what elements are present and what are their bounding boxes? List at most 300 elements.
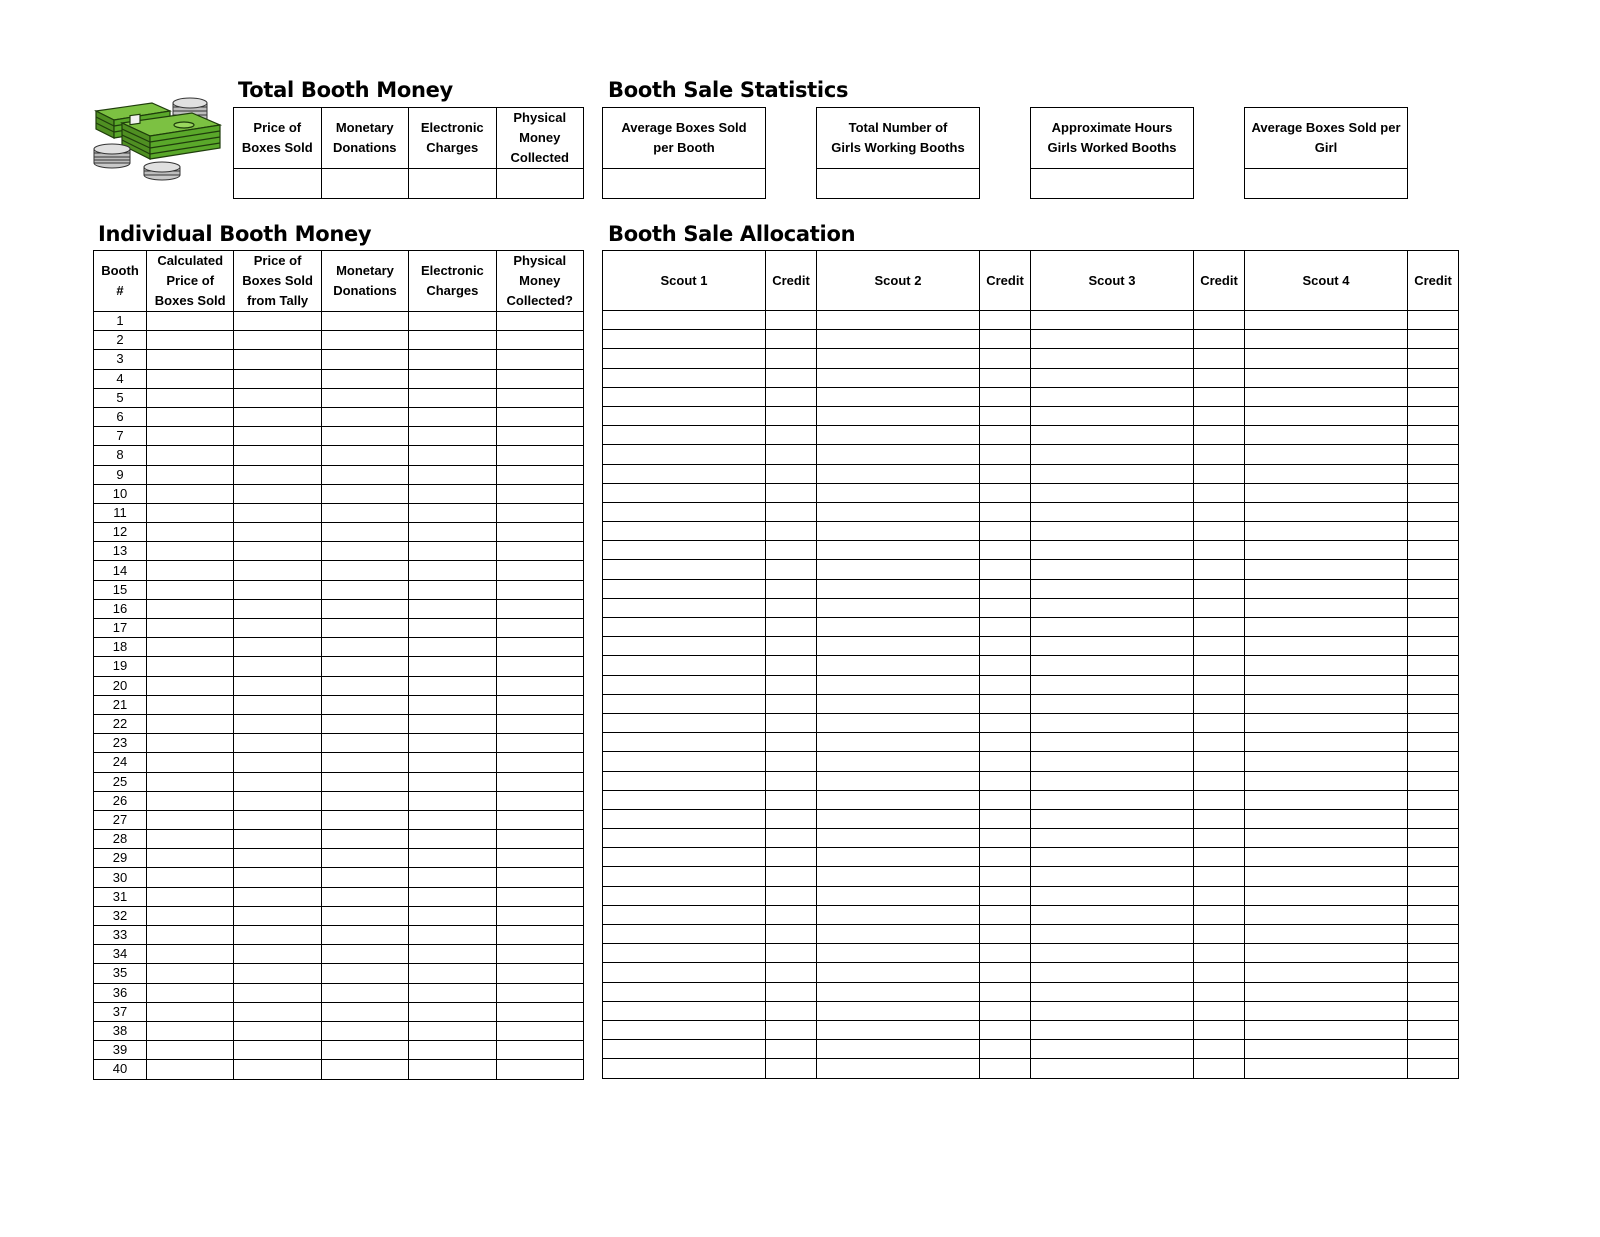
booth-money-cell[interactable] bbox=[234, 1041, 321, 1060]
booth-money-cell[interactable] bbox=[409, 714, 496, 733]
scout-name-cell[interactable] bbox=[1031, 1020, 1194, 1039]
booth-money-cell[interactable] bbox=[496, 753, 583, 772]
scout-name-cell[interactable] bbox=[603, 445, 766, 464]
scout-name-cell[interactable] bbox=[817, 1040, 980, 1059]
scout-name-cell[interactable] bbox=[1031, 598, 1194, 617]
credit-cell[interactable] bbox=[1194, 944, 1245, 963]
booth-money-cell[interactable] bbox=[496, 714, 583, 733]
scout-name-cell[interactable] bbox=[817, 1001, 980, 1020]
scout-name-cell[interactable] bbox=[1031, 752, 1194, 771]
booth-money-cell[interactable] bbox=[147, 1021, 234, 1040]
scout-name-cell[interactable] bbox=[1031, 637, 1194, 656]
credit-cell[interactable] bbox=[980, 406, 1031, 425]
credit-cell[interactable] bbox=[766, 771, 817, 790]
booth-money-cell[interactable] bbox=[496, 945, 583, 964]
scout-name-cell[interactable] bbox=[1031, 579, 1194, 598]
scout-name-cell[interactable] bbox=[603, 694, 766, 713]
scout-name-cell[interactable] bbox=[603, 809, 766, 828]
scout-name-cell[interactable] bbox=[1031, 426, 1194, 445]
booth-money-cell[interactable] bbox=[321, 312, 408, 331]
scout-name-cell[interactable] bbox=[603, 829, 766, 848]
credit-cell[interactable] bbox=[980, 560, 1031, 579]
scout-name-cell[interactable] bbox=[603, 771, 766, 790]
booth-money-cell[interactable] bbox=[496, 926, 583, 945]
credit-cell[interactable] bbox=[766, 848, 817, 867]
scout-name-cell[interactable] bbox=[603, 982, 766, 1001]
scout-name-cell[interactable] bbox=[1245, 848, 1408, 867]
scout-name-cell[interactable] bbox=[817, 618, 980, 637]
booth-money-cell[interactable] bbox=[321, 503, 408, 522]
scout-name-cell[interactable] bbox=[1245, 867, 1408, 886]
credit-cell[interactable] bbox=[1408, 905, 1459, 924]
booth-money-cell[interactable] bbox=[409, 753, 496, 772]
credit-cell[interactable] bbox=[1194, 713, 1245, 732]
booth-money-cell[interactable] bbox=[234, 523, 321, 542]
booth-money-cell[interactable] bbox=[234, 369, 321, 388]
credit-cell[interactable] bbox=[1194, 886, 1245, 905]
credit-cell[interactable] bbox=[766, 406, 817, 425]
scout-name-cell[interactable] bbox=[1245, 618, 1408, 637]
scout-name-cell[interactable] bbox=[817, 387, 980, 406]
scout-name-cell[interactable] bbox=[1031, 925, 1194, 944]
credit-cell[interactable] bbox=[1408, 963, 1459, 982]
booth-money-cell[interactable] bbox=[234, 1021, 321, 1040]
booth-money-cell[interactable] bbox=[147, 868, 234, 887]
booth-money-cell[interactable] bbox=[234, 465, 321, 484]
scout-name-cell[interactable] bbox=[817, 848, 980, 867]
credit-cell[interactable] bbox=[980, 522, 1031, 541]
credit-cell[interactable] bbox=[1194, 464, 1245, 483]
scout-name-cell[interactable] bbox=[1031, 886, 1194, 905]
credit-cell[interactable] bbox=[766, 905, 817, 924]
booth-money-cell[interactable] bbox=[496, 964, 583, 983]
scout-name-cell[interactable] bbox=[1245, 1059, 1408, 1078]
booth-money-cell[interactable] bbox=[321, 926, 408, 945]
credit-cell[interactable] bbox=[980, 675, 1031, 694]
credit-cell[interactable] bbox=[980, 349, 1031, 368]
credit-cell[interactable] bbox=[1194, 867, 1245, 886]
booth-money-cell[interactable] bbox=[409, 849, 496, 868]
booth-money-cell[interactable] bbox=[147, 945, 234, 964]
scout-name-cell[interactable] bbox=[1031, 502, 1194, 521]
booth-money-cell[interactable] bbox=[234, 638, 321, 657]
booth-money-cell[interactable] bbox=[409, 484, 496, 503]
booth-money-cell[interactable] bbox=[321, 830, 408, 849]
scout-name-cell[interactable] bbox=[817, 502, 980, 521]
scout-name-cell[interactable] bbox=[1031, 406, 1194, 425]
credit-cell[interactable] bbox=[1194, 771, 1245, 790]
scout-name-cell[interactable] bbox=[1031, 445, 1194, 464]
credit-cell[interactable] bbox=[1194, 963, 1245, 982]
credit-cell[interactable] bbox=[980, 598, 1031, 617]
scout-name-cell[interactable] bbox=[1031, 387, 1194, 406]
credit-cell[interactable] bbox=[766, 1059, 817, 1078]
booth-money-cell[interactable] bbox=[496, 1002, 583, 1021]
credit-cell[interactable] bbox=[980, 944, 1031, 963]
booth-money-cell[interactable] bbox=[496, 810, 583, 829]
credit-cell[interactable] bbox=[1408, 311, 1459, 330]
credit-cell[interactable] bbox=[1194, 598, 1245, 617]
scout-name-cell[interactable] bbox=[1031, 982, 1194, 1001]
scout-name-cell[interactable] bbox=[1245, 579, 1408, 598]
credit-cell[interactable] bbox=[1194, 733, 1245, 752]
scout-name-cell[interactable] bbox=[817, 829, 980, 848]
credit-cell[interactable] bbox=[766, 886, 817, 905]
scout-name-cell[interactable] bbox=[603, 944, 766, 963]
scout-name-cell[interactable] bbox=[1245, 406, 1408, 425]
booth-money-cell[interactable] bbox=[234, 1060, 321, 1079]
credit-cell[interactable] bbox=[1408, 713, 1459, 732]
scout-name-cell[interactable] bbox=[1245, 1001, 1408, 1020]
scout-name-cell[interactable] bbox=[817, 867, 980, 886]
stat-value-average-boxes-per-booth[interactable] bbox=[603, 169, 766, 199]
credit-cell[interactable] bbox=[1194, 618, 1245, 637]
scout-name-cell[interactable] bbox=[1245, 522, 1408, 541]
credit-cell[interactable] bbox=[1194, 752, 1245, 771]
booth-money-cell[interactable] bbox=[409, 772, 496, 791]
credit-cell[interactable] bbox=[980, 905, 1031, 924]
scout-name-cell[interactable] bbox=[1245, 925, 1408, 944]
credit-cell[interactable] bbox=[766, 330, 817, 349]
credit-cell[interactable] bbox=[1408, 502, 1459, 521]
scout-name-cell[interactable] bbox=[1245, 713, 1408, 732]
scout-name-cell[interactable] bbox=[603, 733, 766, 752]
booth-money-cell[interactable] bbox=[409, 1041, 496, 1060]
credit-cell[interactable] bbox=[766, 464, 817, 483]
scout-name-cell[interactable] bbox=[1031, 656, 1194, 675]
scout-name-cell[interactable] bbox=[603, 867, 766, 886]
scout-name-cell[interactable] bbox=[1031, 675, 1194, 694]
credit-cell[interactable] bbox=[980, 330, 1031, 349]
scout-name-cell[interactable] bbox=[603, 522, 766, 541]
booth-money-cell[interactable] bbox=[409, 791, 496, 810]
scout-name-cell[interactable] bbox=[817, 752, 980, 771]
booth-money-cell[interactable] bbox=[321, 638, 408, 657]
booth-money-cell[interactable] bbox=[496, 407, 583, 426]
credit-cell[interactable] bbox=[766, 311, 817, 330]
scout-name-cell[interactable] bbox=[817, 406, 980, 425]
booth-money-cell[interactable] bbox=[234, 810, 321, 829]
credit-cell[interactable] bbox=[1408, 579, 1459, 598]
booth-money-cell[interactable] bbox=[409, 638, 496, 657]
scout-name-cell[interactable] bbox=[1031, 311, 1194, 330]
scout-name-cell[interactable] bbox=[603, 963, 766, 982]
scout-name-cell[interactable] bbox=[1031, 541, 1194, 560]
credit-cell[interactable] bbox=[1194, 579, 1245, 598]
booth-money-cell[interactable] bbox=[321, 369, 408, 388]
scout-name-cell[interactable] bbox=[817, 579, 980, 598]
credit-cell[interactable] bbox=[980, 790, 1031, 809]
credit-cell[interactable] bbox=[980, 963, 1031, 982]
booth-money-cell[interactable] bbox=[409, 887, 496, 906]
credit-cell[interactable] bbox=[1194, 330, 1245, 349]
booth-money-cell[interactable] bbox=[234, 1002, 321, 1021]
credit-cell[interactable] bbox=[766, 483, 817, 502]
credit-cell[interactable] bbox=[766, 675, 817, 694]
scout-name-cell[interactable] bbox=[603, 752, 766, 771]
scout-name-cell[interactable] bbox=[603, 713, 766, 732]
scout-name-cell[interactable] bbox=[603, 464, 766, 483]
credit-cell[interactable] bbox=[980, 829, 1031, 848]
scout-name-cell[interactable] bbox=[603, 368, 766, 387]
scout-name-cell[interactable] bbox=[1031, 368, 1194, 387]
scout-name-cell[interactable] bbox=[1245, 1040, 1408, 1059]
scout-name-cell[interactable] bbox=[1031, 713, 1194, 732]
credit-cell[interactable] bbox=[766, 752, 817, 771]
credit-cell[interactable] bbox=[766, 867, 817, 886]
credit-cell[interactable] bbox=[766, 637, 817, 656]
scout-name-cell[interactable] bbox=[817, 330, 980, 349]
booth-money-cell[interactable] bbox=[321, 695, 408, 714]
credit-cell[interactable] bbox=[980, 502, 1031, 521]
scout-name-cell[interactable] bbox=[817, 445, 980, 464]
scout-name-cell[interactable] bbox=[603, 311, 766, 330]
scout-name-cell[interactable] bbox=[817, 925, 980, 944]
credit-cell[interactable] bbox=[980, 311, 1031, 330]
booth-money-cell[interactable] bbox=[409, 446, 496, 465]
credit-cell[interactable] bbox=[980, 694, 1031, 713]
booth-money-cell[interactable] bbox=[234, 407, 321, 426]
booth-money-cell[interactable] bbox=[321, 676, 408, 695]
booth-money-cell[interactable] bbox=[234, 312, 321, 331]
scout-name-cell[interactable] bbox=[1031, 483, 1194, 502]
credit-cell[interactable] bbox=[980, 886, 1031, 905]
scout-name-cell[interactable] bbox=[817, 790, 980, 809]
booth-money-cell[interactable] bbox=[496, 369, 583, 388]
scout-name-cell[interactable] bbox=[1245, 829, 1408, 848]
credit-cell[interactable] bbox=[766, 944, 817, 963]
booth-money-cell[interactable] bbox=[409, 503, 496, 522]
booth-money-cell[interactable] bbox=[496, 772, 583, 791]
booth-money-cell[interactable] bbox=[234, 580, 321, 599]
booth-money-cell[interactable] bbox=[409, 964, 496, 983]
credit-cell[interactable] bbox=[766, 925, 817, 944]
scout-name-cell[interactable] bbox=[1245, 349, 1408, 368]
credit-cell[interactable] bbox=[1194, 1001, 1245, 1020]
credit-cell[interactable] bbox=[766, 809, 817, 828]
booth-money-cell[interactable] bbox=[147, 599, 234, 618]
booth-money-cell[interactable] bbox=[147, 830, 234, 849]
scout-name-cell[interactable] bbox=[1245, 790, 1408, 809]
scout-name-cell[interactable] bbox=[1245, 483, 1408, 502]
scout-name-cell[interactable] bbox=[603, 1040, 766, 1059]
scout-name-cell[interactable] bbox=[603, 848, 766, 867]
scout-name-cell[interactable] bbox=[817, 311, 980, 330]
scout-name-cell[interactable] bbox=[817, 598, 980, 617]
stat-value-approximate-hours[interactable] bbox=[1031, 169, 1194, 199]
credit-cell[interactable] bbox=[980, 656, 1031, 675]
scout-name-cell[interactable] bbox=[1245, 694, 1408, 713]
scout-name-cell[interactable] bbox=[1031, 1001, 1194, 1020]
booth-money-cell[interactable] bbox=[321, 868, 408, 887]
credit-cell[interactable] bbox=[1194, 809, 1245, 828]
booth-money-cell[interactable] bbox=[147, 580, 234, 599]
booth-money-cell[interactable] bbox=[234, 542, 321, 561]
credit-cell[interactable] bbox=[1194, 656, 1245, 675]
booth-money-cell[interactable] bbox=[496, 887, 583, 906]
booth-money-cell[interactable] bbox=[147, 1041, 234, 1060]
scout-name-cell[interactable] bbox=[1245, 982, 1408, 1001]
booth-money-cell[interactable] bbox=[147, 369, 234, 388]
credit-cell[interactable] bbox=[766, 1020, 817, 1039]
scout-name-cell[interactable] bbox=[1245, 502, 1408, 521]
scout-name-cell[interactable] bbox=[603, 637, 766, 656]
credit-cell[interactable] bbox=[1408, 809, 1459, 828]
scout-name-cell[interactable] bbox=[603, 675, 766, 694]
booth-money-cell[interactable] bbox=[496, 580, 583, 599]
booth-money-cell[interactable] bbox=[147, 331, 234, 350]
credit-cell[interactable] bbox=[1408, 694, 1459, 713]
booth-money-cell[interactable] bbox=[147, 849, 234, 868]
booth-money-cell[interactable] bbox=[409, 695, 496, 714]
credit-cell[interactable] bbox=[1408, 886, 1459, 905]
credit-cell[interactable] bbox=[1408, 1001, 1459, 1020]
booth-money-cell[interactable] bbox=[147, 714, 234, 733]
credit-cell[interactable] bbox=[1194, 925, 1245, 944]
credit-cell[interactable] bbox=[1194, 637, 1245, 656]
scout-name-cell[interactable] bbox=[603, 502, 766, 521]
booth-money-cell[interactable] bbox=[234, 868, 321, 887]
booth-money-cell[interactable] bbox=[321, 580, 408, 599]
booth-money-cell[interactable] bbox=[234, 657, 321, 676]
credit-cell[interactable] bbox=[1408, 848, 1459, 867]
credit-cell[interactable] bbox=[980, 1040, 1031, 1059]
credit-cell[interactable] bbox=[980, 713, 1031, 732]
booth-money-cell[interactable] bbox=[234, 331, 321, 350]
booth-money-cell[interactable] bbox=[147, 407, 234, 426]
credit-cell[interactable] bbox=[1194, 829, 1245, 848]
credit-cell[interactable] bbox=[1194, 1020, 1245, 1039]
credit-cell[interactable] bbox=[980, 867, 1031, 886]
booth-money-cell[interactable] bbox=[496, 791, 583, 810]
booth-money-cell[interactable] bbox=[147, 753, 234, 772]
booth-money-cell[interactable] bbox=[147, 312, 234, 331]
booth-money-cell[interactable] bbox=[234, 753, 321, 772]
scout-name-cell[interactable] bbox=[1031, 733, 1194, 752]
scout-name-cell[interactable] bbox=[603, 560, 766, 579]
scout-name-cell[interactable] bbox=[817, 905, 980, 924]
booth-money-cell[interactable] bbox=[321, 1002, 408, 1021]
scout-name-cell[interactable] bbox=[1031, 1059, 1194, 1078]
credit-cell[interactable] bbox=[1408, 752, 1459, 771]
booth-money-cell[interactable] bbox=[321, 465, 408, 484]
booth-money-cell[interactable] bbox=[409, 312, 496, 331]
credit-cell[interactable] bbox=[980, 925, 1031, 944]
booth-money-cell[interactable] bbox=[321, 542, 408, 561]
booth-money-cell[interactable] bbox=[409, 810, 496, 829]
booth-money-cell[interactable] bbox=[234, 830, 321, 849]
booth-money-cell[interactable] bbox=[409, 734, 496, 753]
booth-money-cell[interactable] bbox=[496, 312, 583, 331]
booth-money-cell[interactable] bbox=[234, 676, 321, 695]
scout-name-cell[interactable] bbox=[603, 1020, 766, 1039]
booth-money-cell[interactable] bbox=[409, 388, 496, 407]
scout-name-cell[interactable] bbox=[603, 349, 766, 368]
booth-money-cell[interactable] bbox=[321, 772, 408, 791]
booth-money-cell[interactable] bbox=[496, 446, 583, 465]
credit-cell[interactable] bbox=[1408, 675, 1459, 694]
scout-name-cell[interactable] bbox=[817, 541, 980, 560]
credit-cell[interactable] bbox=[1194, 541, 1245, 560]
credit-cell[interactable] bbox=[1194, 483, 1245, 502]
booth-money-cell[interactable] bbox=[321, 1060, 408, 1079]
scout-name-cell[interactable] bbox=[817, 944, 980, 963]
booth-money-cell[interactable] bbox=[496, 906, 583, 925]
scout-name-cell[interactable] bbox=[1031, 829, 1194, 848]
scout-name-cell[interactable] bbox=[1031, 349, 1194, 368]
booth-money-cell[interactable] bbox=[409, 983, 496, 1002]
credit-cell[interactable] bbox=[1408, 925, 1459, 944]
booth-money-cell[interactable] bbox=[496, 638, 583, 657]
booth-money-cell[interactable] bbox=[496, 484, 583, 503]
booth-money-cell[interactable] bbox=[147, 484, 234, 503]
booth-money-cell[interactable] bbox=[147, 446, 234, 465]
booth-money-cell[interactable] bbox=[321, 887, 408, 906]
booth-money-cell[interactable] bbox=[496, 388, 583, 407]
scout-name-cell[interactable] bbox=[1245, 426, 1408, 445]
booth-money-cell[interactable] bbox=[234, 427, 321, 446]
credit-cell[interactable] bbox=[766, 694, 817, 713]
scout-name-cell[interactable] bbox=[1245, 771, 1408, 790]
scout-name-cell[interactable] bbox=[603, 330, 766, 349]
booth-money-cell[interactable] bbox=[409, 676, 496, 695]
credit-cell[interactable] bbox=[1408, 656, 1459, 675]
credit-cell[interactable] bbox=[766, 829, 817, 848]
total-price-of-boxes-sold-cell[interactable] bbox=[234, 169, 322, 199]
credit-cell[interactable] bbox=[766, 982, 817, 1001]
credit-cell[interactable] bbox=[1408, 349, 1459, 368]
credit-cell[interactable] bbox=[1194, 905, 1245, 924]
scout-name-cell[interactable] bbox=[817, 771, 980, 790]
booth-money-cell[interactable] bbox=[234, 983, 321, 1002]
booth-money-cell[interactable] bbox=[496, 657, 583, 676]
credit-cell[interactable] bbox=[1194, 560, 1245, 579]
credit-cell[interactable] bbox=[1194, 675, 1245, 694]
booth-money-cell[interactable] bbox=[321, 791, 408, 810]
scout-name-cell[interactable] bbox=[817, 560, 980, 579]
booth-money-cell[interactable] bbox=[234, 388, 321, 407]
scout-name-cell[interactable] bbox=[603, 656, 766, 675]
credit-cell[interactable] bbox=[1408, 522, 1459, 541]
credit-cell[interactable] bbox=[766, 1040, 817, 1059]
scout-name-cell[interactable] bbox=[1031, 1040, 1194, 1059]
scout-name-cell[interactable] bbox=[1245, 675, 1408, 694]
credit-cell[interactable] bbox=[1408, 1040, 1459, 1059]
booth-money-cell[interactable] bbox=[234, 484, 321, 503]
scout-name-cell[interactable] bbox=[603, 426, 766, 445]
booth-money-cell[interactable] bbox=[496, 561, 583, 580]
booth-money-cell[interactable] bbox=[321, 945, 408, 964]
credit-cell[interactable] bbox=[766, 598, 817, 617]
booth-money-cell[interactable] bbox=[409, 1060, 496, 1079]
scout-name-cell[interactable] bbox=[817, 963, 980, 982]
scout-name-cell[interactable] bbox=[817, 426, 980, 445]
scout-name-cell[interactable] bbox=[1031, 330, 1194, 349]
booth-money-cell[interactable] bbox=[147, 350, 234, 369]
booth-money-cell[interactable] bbox=[496, 1041, 583, 1060]
scout-name-cell[interactable] bbox=[817, 733, 980, 752]
scout-name-cell[interactable] bbox=[603, 886, 766, 905]
scout-name-cell[interactable] bbox=[1031, 560, 1194, 579]
booth-money-cell[interactable] bbox=[321, 523, 408, 542]
credit-cell[interactable] bbox=[1194, 694, 1245, 713]
booth-money-cell[interactable] bbox=[409, 868, 496, 887]
booth-money-cell[interactable] bbox=[409, 830, 496, 849]
booth-money-cell[interactable] bbox=[234, 599, 321, 618]
booth-money-cell[interactable] bbox=[321, 350, 408, 369]
scout-name-cell[interactable] bbox=[1031, 464, 1194, 483]
credit-cell[interactable] bbox=[980, 1020, 1031, 1039]
